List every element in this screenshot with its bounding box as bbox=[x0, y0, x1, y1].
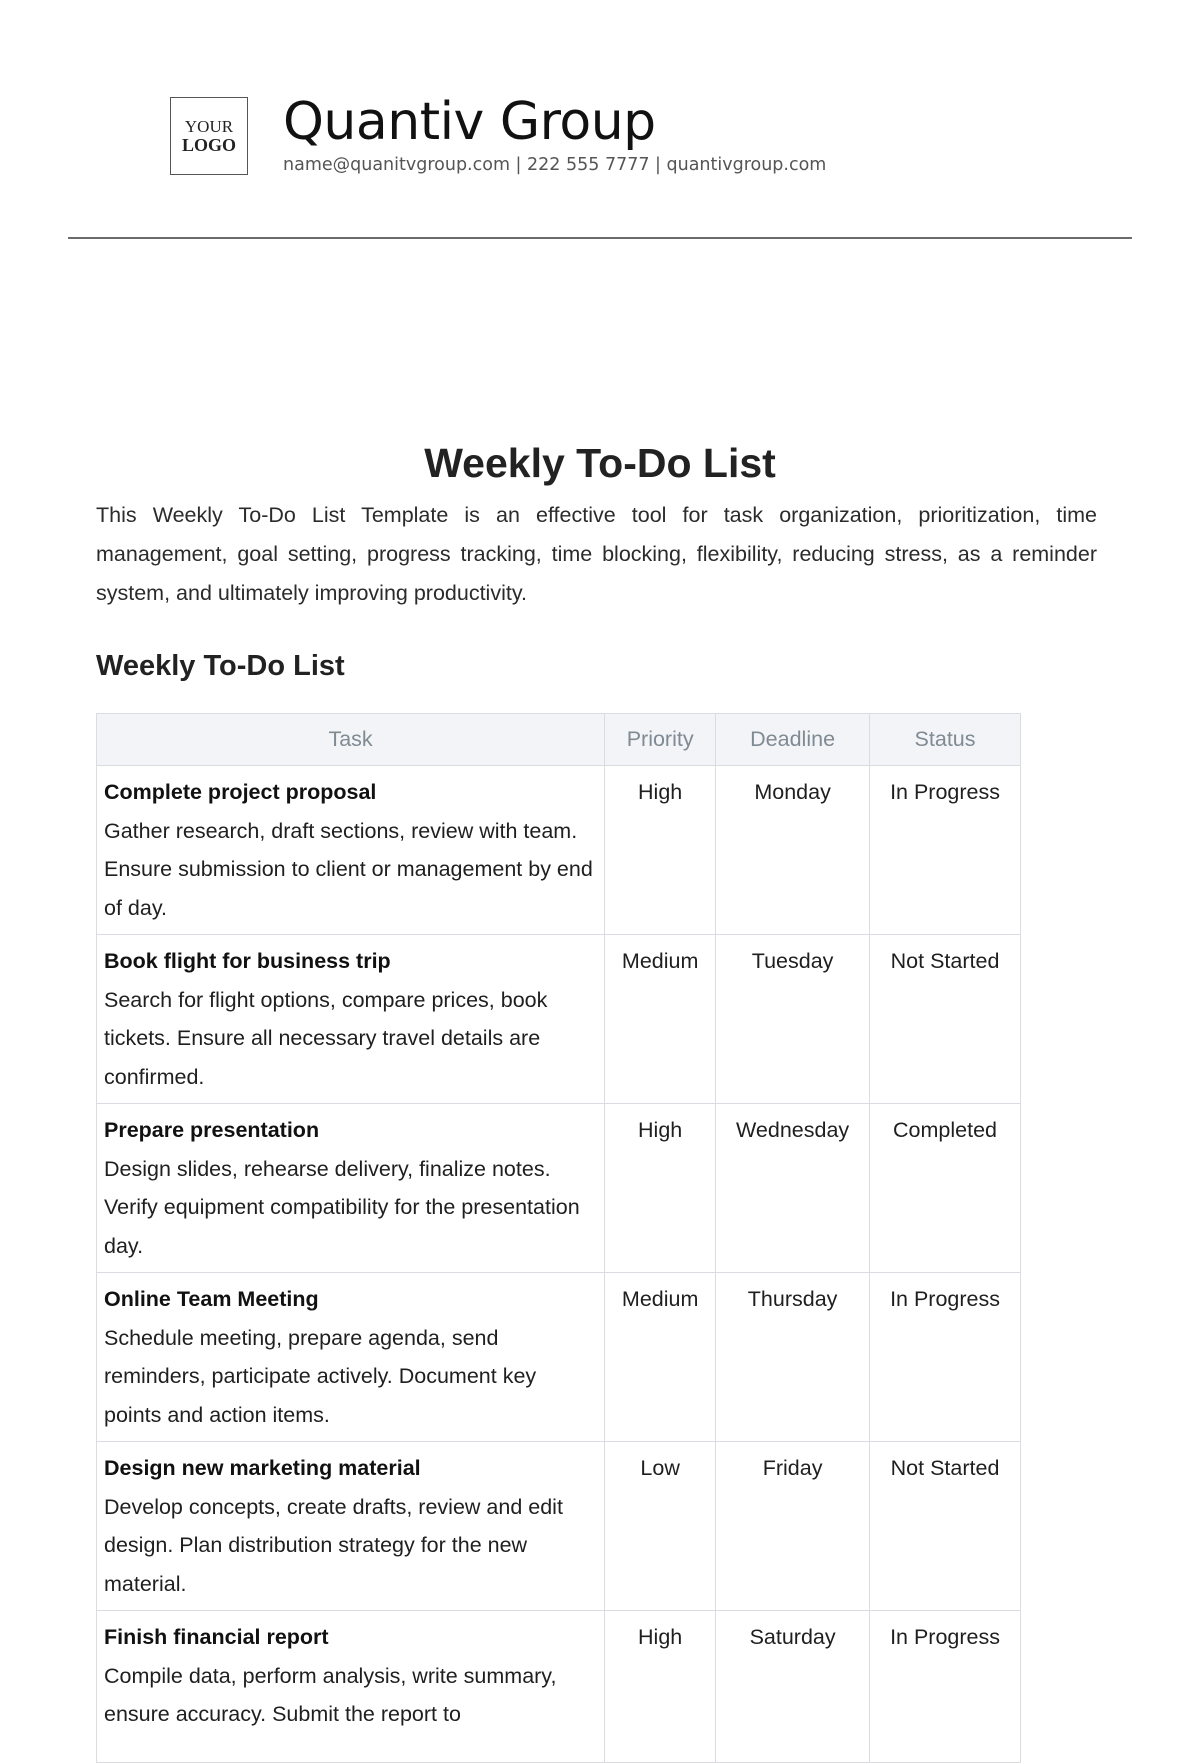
status-cell: In Progress bbox=[870, 766, 1021, 935]
deadline-cell: Tuesday bbox=[716, 935, 870, 1104]
intro-paragraph: This Weekly To-Do List Template is an effective tool for task organization, prioritization, time management, goal setting, progress tracking, time blocking, flexibility, reducing stress, as a reminder system, and ultimately improving productivity. bbox=[96, 503, 1097, 605]
task-description: Search for flight options, compare prices, book tickets. Ensure all necessary travel details are confirmed. bbox=[104, 987, 548, 1089]
todo-table bbox=[96, 713, 1021, 1763]
table-row bbox=[97, 1273, 1021, 1442]
logo-line-2: LOGO bbox=[181, 135, 236, 155]
company-contact: name@quanitvgroup.com | 222 555 7777 | quantivgroup.com bbox=[283, 155, 827, 175]
document-title: Weekly To-Do List bbox=[424, 440, 776, 486]
logo-line-1: YOUR bbox=[184, 117, 234, 136]
priority-cell: High bbox=[605, 1104, 716, 1273]
table-row bbox=[97, 1442, 1021, 1611]
table-row bbox=[97, 1104, 1021, 1273]
priority-cell: Low bbox=[605, 1442, 716, 1611]
status-cell: Not Started bbox=[870, 935, 1021, 1104]
task-cell bbox=[97, 1611, 605, 1763]
status-cell: Not Started bbox=[870, 1442, 1021, 1611]
task-description: Design slides, rehearse delivery, finalize notes. Verify equipment compatibility for the presentation day. bbox=[104, 1156, 580, 1258]
deadline-cell: Thursday bbox=[716, 1273, 870, 1442]
table-row bbox=[97, 935, 1021, 1104]
status-cell: In Progress bbox=[870, 1273, 1021, 1442]
header-divider bbox=[68, 237, 1132, 239]
deadline-cell: Saturday bbox=[716, 1611, 870, 1763]
task-title: Complete project proposal bbox=[104, 780, 377, 804]
priority-cell: Medium bbox=[605, 1273, 716, 1442]
task-cell bbox=[97, 1273, 605, 1442]
task-title: Design new marketing material bbox=[104, 1456, 421, 1480]
deadline-cell: Monday bbox=[716, 766, 870, 935]
header-deadline: Deadline bbox=[716, 714, 870, 766]
task-title: Online Team Meeting bbox=[104, 1287, 319, 1311]
task-title: Book flight for business trip bbox=[104, 949, 391, 973]
task-title: Finish financial report bbox=[104, 1625, 329, 1649]
task-title: Prepare presentation bbox=[104, 1118, 320, 1142]
priority-cell: Medium bbox=[605, 935, 716, 1104]
header-priority: Priority bbox=[605, 714, 716, 766]
status-cell: Completed bbox=[870, 1104, 1021, 1273]
section-title: Weekly To-Do List bbox=[96, 650, 345, 682]
deadline-cell: Wednesday bbox=[716, 1104, 870, 1273]
task-cell bbox=[97, 1104, 605, 1273]
company-name: Quantiv Group bbox=[283, 92, 656, 152]
priority-cell: High bbox=[605, 1611, 716, 1763]
task-description: Develop concepts, create drafts, review and edit design. Plan distribution strategy for the new material. bbox=[104, 1494, 563, 1596]
task-cell bbox=[97, 935, 605, 1104]
header-status: Status bbox=[870, 714, 1021, 766]
table-row bbox=[97, 1611, 1021, 1763]
brand-block bbox=[283, 91, 826, 175]
priority-cell: High bbox=[605, 766, 716, 935]
deadline-cell: Friday bbox=[716, 1442, 870, 1611]
status-cell: In Progress bbox=[870, 1611, 1021, 1763]
letterhead bbox=[170, 92, 827, 175]
task-description: Compile data, perform analysis, write summary, ensure accuracy. Submit the report to bbox=[104, 1663, 557, 1726]
task-cell bbox=[97, 1442, 605, 1611]
task-cell bbox=[97, 766, 605, 935]
task-description: Schedule meeting, prepare agenda, send reminders, participate actively. Document key points and action items. bbox=[104, 1325, 537, 1427]
table-row bbox=[97, 766, 1021, 935]
company-logo bbox=[170, 97, 248, 175]
task-description: Gather research, draft sections, review with team. Ensure submission to client or management by end of day. bbox=[104, 818, 593, 920]
table-header-row bbox=[97, 714, 1021, 766]
header-task: Task bbox=[97, 714, 605, 766]
